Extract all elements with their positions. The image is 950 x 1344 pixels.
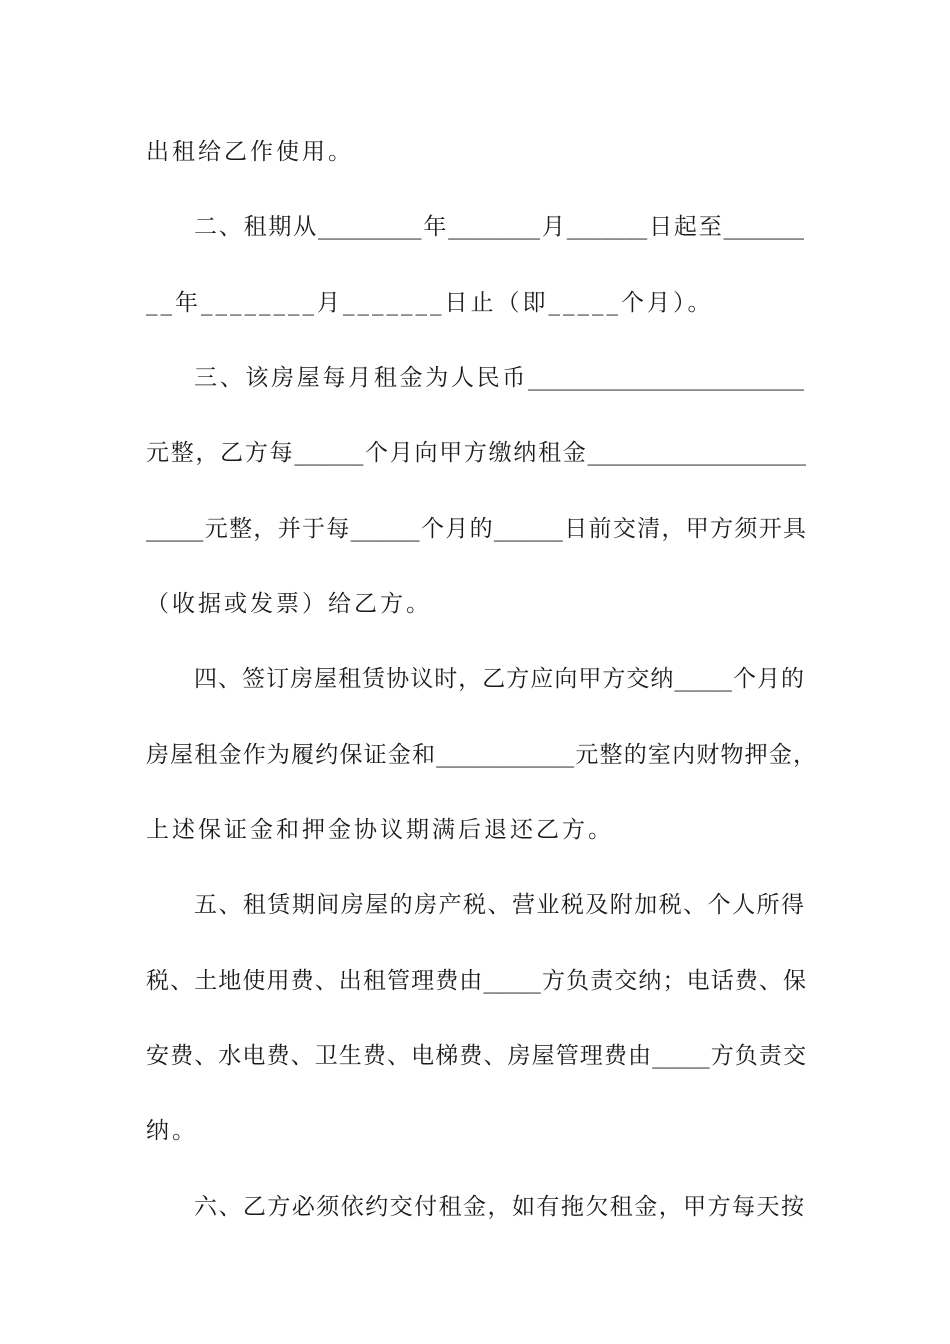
text-line-9: 房屋租金作为履约保证金和____________元整的室内财物押金， [146,742,816,768]
text-line-3: __年________月_______日止（即_____个月）。 [146,290,714,316]
text-line-8: 四、签订房屋租赁协议时，乙方应向甲方交纳_____个月的 [194,666,804,692]
text-line-13: 安费、水电费、卫生费、电梯费、房屋管理费由_____方负责交 [146,1043,806,1069]
text-line-10: 上述保证金和押金协议期满后退还乙方。 [146,817,614,843]
text-line-4: 三、该房屋每月租金为人民币________________________ [194,365,804,391]
text-line-12: 税、土地使用费、出租管理费由_____方负责交纳；电话费、保 [146,968,806,994]
text-line-6: _____元整，并于每______个月的______日前交清，甲方须开具 [146,516,806,542]
text-line-2: 二、租期从_________年________月_______日起至_______ [194,214,804,240]
text-line-15: 六、乙方必须依约交付租金，如有拖欠租金，甲方每天按 [194,1194,804,1220]
text-line-14: 纳。 [146,1118,198,1144]
text-line-1: 出租给乙作使用。 [146,139,354,165]
text-line-11: 五、租赁期间房屋的房产税、营业税及附加税、个人所得 [194,892,804,918]
text-line-7: （收据或发票）给乙方。 [146,591,432,617]
text-line-5: 元整，乙方每______个月向甲方缴纳租金___________________ [146,440,806,466]
